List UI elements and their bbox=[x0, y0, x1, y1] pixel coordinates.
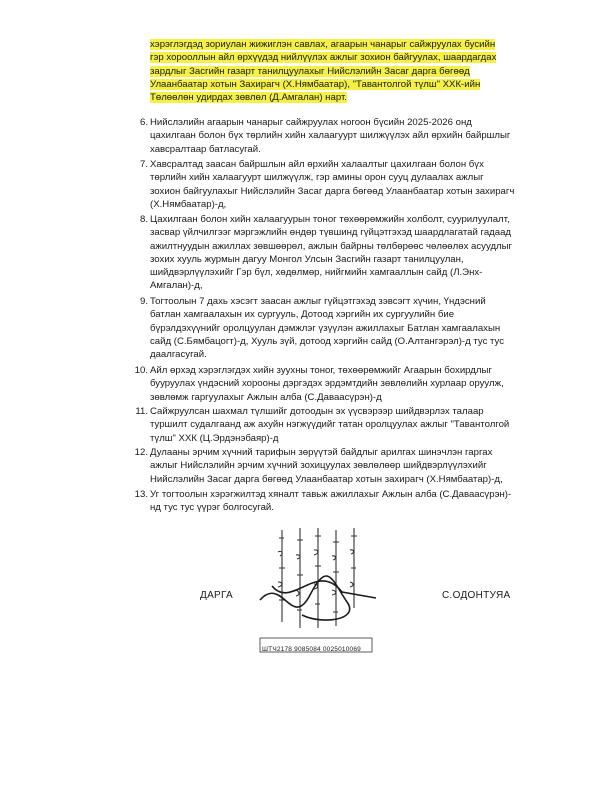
signatory-role: ДАРГА bbox=[200, 590, 234, 601]
mongolian-script-stamp bbox=[252, 520, 378, 660]
intro-line: зардлыг Засгийн газарт танилцуулахыг Нийслэлийн Засаг дарга бөгөөд bbox=[150, 65, 470, 77]
item-line: даалгасугай. bbox=[150, 349, 207, 361]
resolution-item bbox=[139, 295, 550, 361]
item-number: 11. bbox=[135, 406, 148, 417]
item-number: 9. bbox=[139, 296, 148, 307]
item-line: нд тус тус үүрэг болгосугай. bbox=[150, 502, 274, 514]
item-line: зохих хууль журмын дагуу Монгол Улсын Засгийн газарт танилцуулан, bbox=[150, 253, 464, 265]
item-number: 8. bbox=[139, 214, 148, 225]
item-line: Цахилгаан болон хийн халаагуурын тоног төхөөрөмжийн холболт, суурилуулалт, bbox=[150, 214, 510, 225]
item-number: 6. bbox=[139, 117, 148, 128]
item-line: Нийслэлийн агаарын чанарыг сайжруулах ногоон бүсийн 2025-2026 онд bbox=[150, 117, 472, 128]
signatory-name: С.ОДОНТУЯА bbox=[442, 590, 511, 601]
item-line: Нийслэлийн Засаг дарга бөгөөд Улаанбаатар хотын захирагч (Х.Нямбаатар)-д, bbox=[150, 473, 503, 485]
item-line: зохион байгуулахыг Нийслэлийн Засаг дарга бөгөөд Улаанбаатар хотын захирагч bbox=[150, 185, 515, 197]
item-line: (Х.Нямбаатар)-д, bbox=[150, 198, 227, 210]
resolution-item bbox=[139, 213, 550, 293]
item-number: 10. bbox=[134, 365, 148, 376]
item-line: засвар үйлчилгээг мэргэжлийн өндөр түвшинд гүйцэтгэхэд шаардлагатай гадаад bbox=[150, 227, 512, 239]
resolution-item bbox=[134, 488, 550, 515]
item-number: 12. bbox=[134, 447, 148, 458]
item-line: бүрэлдэхүүнийг оролцуулан дэмжлэг үзүүлэн ажиллахыг Батлан хамгаалахын bbox=[150, 322, 501, 334]
intro-line: Төлөөлөн удирдах зөвлөл (Д.Амгалан) нарт. bbox=[150, 92, 347, 104]
item-line: туршилт судалгаанд аж ахуйн нэгжүүдийг татан оролцуулах ажлыг "Тавантолгой bbox=[150, 419, 510, 431]
item-line: цахилгаан болон бүх төрлийн хийн халаагуурт шилжүүлэх айл өрхийн байршлыг bbox=[150, 130, 511, 142]
resolution-item bbox=[134, 446, 550, 486]
item-number: 13. bbox=[134, 489, 148, 500]
item-line: ажилтнуудын ажиллах зөвшөөрөл, ажлын байрны төлбөрөөс чөлөөлөх асуудлыг bbox=[150, 240, 513, 252]
item-line: Айл өрхэд хэрэглэгдэх хийн зуухны тоног, төхөөрөмжийг Агаарын бохирдлыг bbox=[150, 365, 492, 376]
item-line: Сайжруулсан шахмал түлшийг дотоодын эх үүсвэрээр шийдвэрлэх талаар bbox=[150, 406, 484, 417]
intro-line: Улаанбаатар хотын Захирагч (Х.Нямбаатар), "Тавантолгой түлш" ХХК-ийн bbox=[150, 78, 481, 90]
resolution-item bbox=[134, 364, 550, 404]
item-line: ажлыг Нийслэлийн эрчим хүчний зохицуулах зөвлөлөөр шийдвэрлүүлэхийг bbox=[150, 460, 487, 472]
stamp-number: ШТЧ2178 9085084 0025010069 bbox=[262, 646, 361, 653]
item-line: шийдвэрлүүлэхийг Гэр бүл, хөдөлмөр, нийгмийн хамгааллын сайд (Л.Энх- bbox=[150, 267, 483, 279]
item-line: Тогтоолын 7 дахь хэсэгт заасан ажлыг гүйцэтгэхэд зэвсэгт хүчин, Үндэсний bbox=[150, 296, 486, 307]
signature-block bbox=[200, 520, 580, 670]
item-line: бууруулах үндэсний хорооны дэргэдэх эрдэмтдийн зөвлөлийн хурлаар оруулж, bbox=[150, 378, 504, 390]
resolution-item bbox=[139, 158, 550, 211]
item-line: зөвлөмж гаргуулахыг Ажлын алба (С.Даваасүрэн)-д bbox=[150, 391, 382, 403]
item-line: сайд (С.Бямбацогт)-д, Хууль зүй, дотоод хэргийн сайд (О.Алтангэрэл)-д тус тус bbox=[150, 335, 505, 347]
item-line: Хавсралтад заасан байршлын айл өрхийн халаалтыг цахилгаан болон бүх bbox=[150, 159, 484, 170]
item-line: хавсралтаар батласугай. bbox=[150, 143, 261, 155]
intro-line: хэрэглэгдэд зориулан жижиглэн савлах, агаарын чанарыг сайжруулах бусийн bbox=[150, 39, 496, 50]
item-line: төрлийн хийн халаагуурт шилжүүлж, гэр амины орон сууц дулаалах ажлыг bbox=[150, 172, 484, 184]
item-line: Амгалан)-д, bbox=[150, 280, 203, 292]
item-line: Дулааны эрчим хүчний тарифын зөрүүтэй байдлыг арилгах шинэчлэн гаргах bbox=[150, 447, 493, 458]
intro-paragraph bbox=[150, 38, 550, 104]
item-line: батлан хамгаалахын их сургууль, Дотоод хэргийн их сургуулийн бие bbox=[150, 309, 455, 321]
intro-line: гэр хорооллын айл өрхүүдэд нийлүүлэх ажлыг зохион байгуулах, шаардагдах bbox=[150, 52, 497, 64]
item-line: түлш" ХХК (Ц.Эрдэнэбаяр)-д bbox=[150, 432, 279, 444]
resolution-item bbox=[139, 116, 550, 156]
resolution-item bbox=[135, 405, 550, 445]
item-number: 7. bbox=[139, 159, 148, 170]
item-line: Уг тогтоолын хэрэгжилтэд хяналт тавьж ажиллахыг Ажлын алба (С.Даваасүрэн)- bbox=[150, 489, 512, 500]
